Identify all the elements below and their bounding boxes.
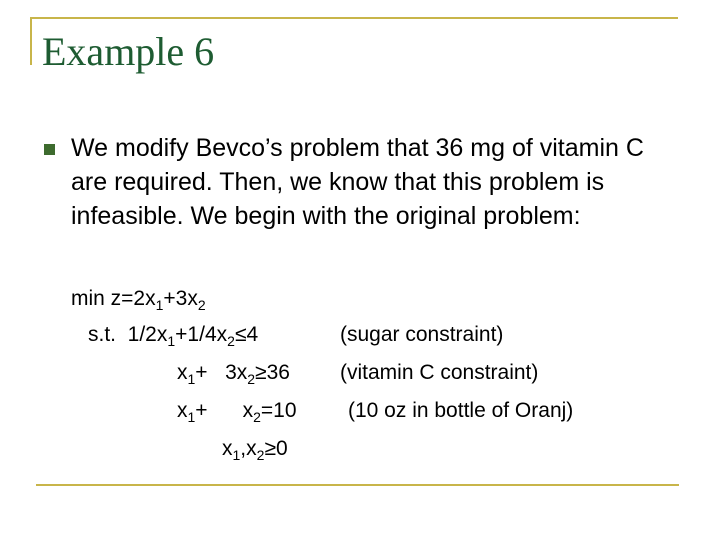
objective-function: $\min z=2x_1+3x_2$ [71,287,206,313]
constraint-bottle: $x_1+$ $x_2=10$ [177,399,297,425]
frame-left-rule [30,17,32,65]
constraint-vitamin-c-note: (vitamin C constraint) [340,361,539,384]
constraint-vitamin-c: $x_1+ 3x_2\ge 36$ [177,361,290,387]
constraint-bottle-note: (10 oz in bottle of Oranj) [348,399,574,422]
slide-title: Example 6 [42,29,215,74]
constraint-sugar: s.t. $1/2x_1+1/4x_2\le 4$ [88,323,259,349]
frame-bottom-rule [36,484,679,486]
square-bullet-icon [44,144,55,155]
bullet-text: We modify Bevco’s problem that 36 mg of vitamin C are required. Then, we know that this problem is infeasible. We begin with the original problem: [71,134,644,230]
constraint-sugar-note: (sugar constraint) [340,323,504,346]
nonnegativity-constraint: $x_1,x_2\ge 0$ [222,437,288,463]
frame-top-rule [30,17,678,19]
